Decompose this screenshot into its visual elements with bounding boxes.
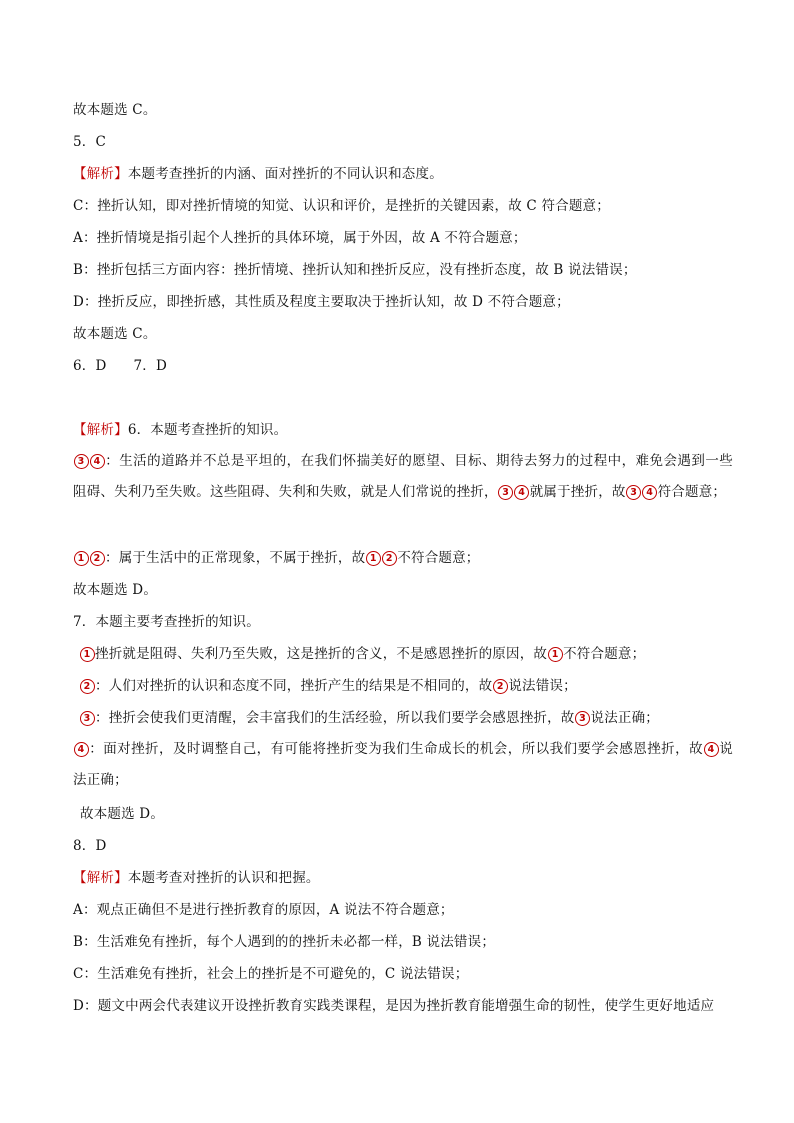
circled-number-icon: 1 xyxy=(548,647,563,662)
text-line: C：生活难免有挫折，社会上的挫折是不可避免的，C 说法错误； xyxy=(73,966,469,982)
circled-number-icon: 3 xyxy=(74,454,89,469)
text-line: A：挫折情境是指引起个人挫折的具体环境，属于外因，故 A 不符合题意； xyxy=(73,230,527,246)
text-line: 1 挫折就是阻碍、失利乃至失败，这是挫折的含义，不是感恩挫折的原因，故 1 不符合题意； xyxy=(79,644,739,664)
circled-number-icon: 2 xyxy=(90,551,105,566)
circled-number-icon: 2 xyxy=(382,551,397,566)
circled-number-icon: 3 xyxy=(575,711,590,726)
paragraph: 3 4 ：生活的道路并不总是平坦的，在我们怀揣美好的愿望、目标、期待去努力的过程中，难免会遇到一些阻碍、失利乃至失败。这些阻碍、失利和失败，就是人们常说的挫折， 3 4 就属于挫折，故 3 4 符合题意； xyxy=(73,453,733,500)
circled-number-icon: 4 xyxy=(74,742,89,757)
analysis-tag: 【解析】 xyxy=(73,166,128,182)
circled-number-icon: 2 xyxy=(80,679,95,694)
analysis-text: 本题考查挫折的内涵、面对挫折的不同认识和态度。 xyxy=(127,166,443,182)
circled-number-icon: 4 xyxy=(704,742,719,757)
text-line: 3 ：挫折会使我们更清醒，会丰富我们的生活经验，所以我们要学会感恩挫折，故 3 说法正确； xyxy=(79,708,739,728)
text-line: 故本题选 C。 xyxy=(73,102,157,118)
analysis-line xyxy=(73,868,733,888)
circled-number-icon: 1 xyxy=(80,647,95,662)
analysis-text: 本题考查对挫折的认识和把握。 xyxy=(127,870,320,886)
analysis-line xyxy=(73,164,733,184)
text-line: A：观点正确但不是进行挫折教育的原因，A 说法不符合题意； xyxy=(73,902,454,918)
circled-number-icon: 4 xyxy=(514,485,529,500)
answer-line: 6．D 7．D xyxy=(73,358,167,374)
text-line: B：生活难免有挫折，每个人遇到的的挫折未必都一样，B 说法错误； xyxy=(73,934,496,950)
analysis-tag: 【解析】 xyxy=(73,422,128,438)
text-line: 故本题选 D。 xyxy=(73,582,158,598)
text-line: 1 2 ：属于生活中的正常现象，不属于挫折，故 1 2 不符合题意； xyxy=(73,548,733,568)
circled-number-icon: 3 xyxy=(626,485,641,500)
circled-number-icon: 4 xyxy=(90,454,105,469)
text-line: D：题文中两会代表建议开设挫折教育实践类课程，是因为挫折教育能增强生命的韧性，使学生更好地适应 xyxy=(73,998,715,1014)
text-line: D：挫折反应，即挫折感，其性质及程度主要取决于挫折认知，故 D 不符合题意； xyxy=(73,294,570,310)
answer-line: 8．D xyxy=(73,838,107,854)
paragraph: 4 ：面对挫折，及时调整自己，有可能将挫折变为我们生命成长的机会，所以我们要学会感恩挫折，故 4 说法正确； xyxy=(73,741,733,788)
analysis-text: 6．本题考查挫折的知识。 xyxy=(127,422,288,438)
circled-number-icon: 1 xyxy=(366,551,381,566)
circled-number-icon: 4 xyxy=(642,485,657,500)
circled-number-icon: 2 xyxy=(493,679,508,694)
text-line: C：挫折认知，即对挫折情境的知觉、认识和评价，是挫折的关键因素，故 C 符合题意； xyxy=(73,198,610,214)
circled-number-icon: 1 xyxy=(74,551,89,566)
answer-line: 5．C xyxy=(73,134,107,150)
circled-number-icon: 3 xyxy=(498,485,513,500)
text-line: 7．本题主要考查挫折的知识。 xyxy=(73,614,260,630)
text-line: 故本题选 C。 xyxy=(73,326,157,342)
analysis-tag: 【解析】 xyxy=(73,870,128,886)
text-line: 2 ：人们对挫折的认识和态度不同，挫折产生的结果是不相同的，故 2 说法错误； xyxy=(79,676,739,696)
circled-number-icon: 3 xyxy=(80,711,95,726)
text-line: 故本题选 D。 xyxy=(80,806,165,822)
text-line: B：挫折包括三方面内容：挫折情境、挫折认知和挫折反应，没有挫折态度，故 B 说法错误； xyxy=(73,262,637,278)
analysis-line xyxy=(73,420,733,440)
